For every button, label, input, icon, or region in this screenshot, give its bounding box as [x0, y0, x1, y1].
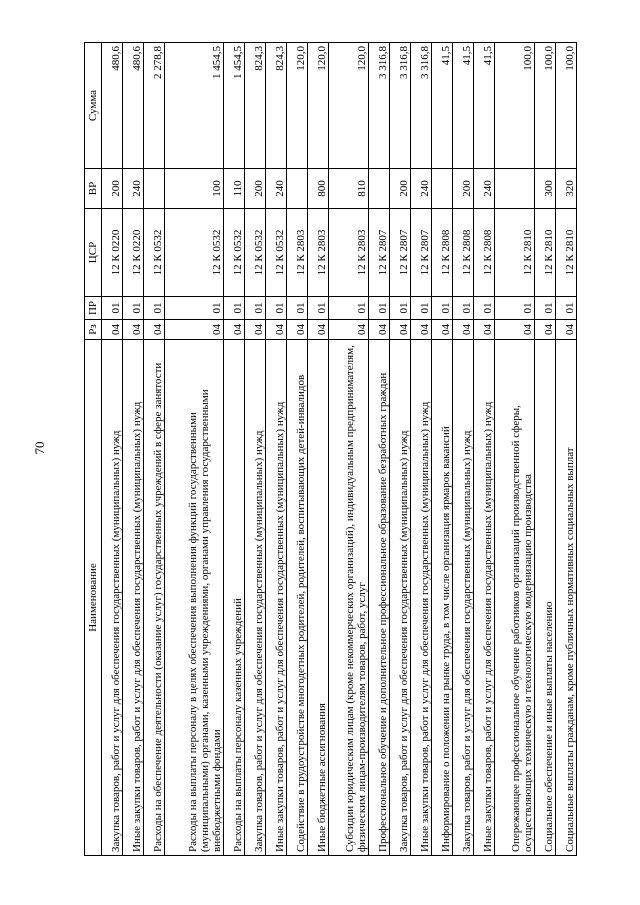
cell-vr: 200 [390, 169, 411, 209]
table-row [287, 43, 308, 856]
cell-name: Закупка товаров, работ и услуг для обеспечения государственных (муниципальных) нужд [102, 340, 123, 856]
cell-pr: 01 [494, 297, 534, 320]
cell-rz: 04 [164, 320, 224, 340]
cell-csr: 12 К 0532 [224, 209, 245, 297]
table-row [390, 43, 411, 856]
cell-sum: 41,5 [473, 43, 494, 169]
cell-rz: 04 [102, 320, 123, 340]
header-rz: Рз [85, 320, 102, 340]
cell-name: Информирование о положении на рынке труда, в том числе организация ярмарок вакансий [431, 340, 452, 856]
table-row [411, 43, 432, 856]
cell-rz: 04 [390, 320, 411, 340]
cell-csr: 12 К 2810 [494, 209, 534, 297]
cell-csr: 12 К 0220 [102, 209, 123, 297]
table-row [473, 43, 494, 856]
cell-name: Расходы на выплаты персоналу казенных учреждений [224, 340, 245, 856]
cell-csr: 12 К 2810 [534, 209, 555, 297]
cell-pr: 01 [143, 297, 164, 320]
cell-rz: 04 [328, 320, 368, 340]
cell-sum: 1 454,5 [224, 43, 245, 169]
cell-sum: 3 316,8 [411, 43, 432, 169]
cell-vr: 240 [411, 169, 432, 209]
cell-rz: 04 [431, 320, 452, 340]
table-row [555, 43, 576, 856]
cell-vr [143, 169, 164, 209]
cell-csr: 12 К 0532 [266, 209, 287, 297]
cell-rz: 04 [143, 320, 164, 340]
cell-name: Иные закупки товаров, работ и услуг для обеспечения государственных (муниципальных) нужд [122, 340, 143, 856]
cell-sum: 3 316,8 [390, 43, 411, 169]
cell-sum: 824,3 [266, 43, 287, 169]
table-row [224, 43, 245, 856]
cell-pr: 01 [164, 297, 224, 320]
cell-name: Иные бюджетные ассигнования [308, 340, 329, 856]
table-row [245, 43, 266, 856]
table-row [452, 43, 473, 856]
cell-pr: 01 [431, 297, 452, 320]
table-row [431, 43, 452, 856]
cell-vr [369, 169, 390, 209]
cell-csr: 12 К 2807 [411, 209, 432, 297]
cell-name: Закупка товаров, работ и услуг для обеспечения государственных (муниципальных) нужд [390, 340, 411, 856]
table-row [143, 43, 164, 856]
table-row [328, 43, 368, 856]
cell-csr: 12 К 2803 [287, 209, 308, 297]
table-row [102, 43, 123, 856]
cell-pr: 01 [473, 297, 494, 320]
cell-pr: 01 [102, 297, 123, 320]
budget-table [84, 42, 577, 856]
cell-sum: 2 278,8 [143, 43, 164, 169]
cell-pr: 01 [308, 297, 329, 320]
table-row [369, 43, 390, 856]
cell-pr: 01 [555, 297, 576, 320]
cell-pr: 01 [390, 297, 411, 320]
cell-csr: 12 К 2803 [308, 209, 329, 297]
cell-vr: 320 [555, 169, 576, 209]
cell-csr: 12 К 0532 [143, 209, 164, 297]
cell-name: Иные закупки товаров, работ и услуг для обеспечения государственных (муниципальных) нужд [473, 340, 494, 856]
cell-sum: 824,3 [245, 43, 266, 169]
cell-rz: 04 [122, 320, 143, 340]
cell-rz: 04 [494, 320, 534, 340]
cell-rz: 04 [534, 320, 555, 340]
cell-pr: 01 [224, 297, 245, 320]
cell-sum: 1 454,5 [164, 43, 224, 169]
cell-rz: 04 [245, 320, 266, 340]
cell-sum: 3 316,8 [369, 43, 390, 169]
cell-pr: 01 [122, 297, 143, 320]
cell-csr: 12 К 0220 [122, 209, 143, 297]
cell-vr: 810 [328, 169, 368, 209]
cell-csr: 12 К 2810 [555, 209, 576, 297]
cell-vr: 300 [534, 169, 555, 209]
cell-sum: 100,0 [555, 43, 576, 169]
cell-rz: 04 [473, 320, 494, 340]
cell-rz: 04 [287, 320, 308, 340]
cell-csr: 12 К 2807 [369, 209, 390, 297]
cell-pr: 01 [534, 297, 555, 320]
cell-name: Социальные выплаты гражданам, кроме публичных нормативных социальных выплат [555, 340, 576, 856]
cell-csr: 12 К 2808 [431, 209, 452, 297]
cell-name: Расходы на выплаты персоналу в целях обеспечения выполнения функций государственными (муниципальными) органами, казенными учреждениями, органами управления государственными внебюджетными фондами [164, 340, 224, 856]
cell-sum: 120,0 [328, 43, 368, 169]
cell-pr: 01 [266, 297, 287, 320]
cell-vr: 240 [266, 169, 287, 209]
table-row [534, 43, 555, 856]
table-row [122, 43, 143, 856]
cell-sum: 480,6 [122, 43, 143, 169]
cell-name: Иные закупки товаров, работ и услуг для обеспечения государственных (муниципальных) нужд [411, 340, 432, 856]
cell-vr: 800 [308, 169, 329, 209]
table-row [266, 43, 287, 856]
cell-sum: 41,5 [452, 43, 473, 169]
page-number: 70 [32, 441, 47, 455]
cell-vr [287, 169, 308, 209]
cell-rz: 04 [452, 320, 473, 340]
cell-csr: 12 К 2803 [328, 209, 368, 297]
cell-rz: 04 [224, 320, 245, 340]
cell-name: Расходы на обеспечение деятельности (оказание услуг) государственных учреждений в сфере занятости [143, 340, 164, 856]
cell-vr [431, 169, 452, 209]
cell-name: Социальное обеспечение и иные выплаты населению [534, 340, 555, 856]
cell-name: Закупка товаров, работ и услуг для обеспечения государственных (муниципальных) нужд [452, 340, 473, 856]
cell-sum: 41,5 [431, 43, 452, 169]
cell-pr: 01 [287, 297, 308, 320]
cell-rz: 04 [308, 320, 329, 340]
cell-pr: 01 [452, 297, 473, 320]
header-vr: ВР [85, 169, 102, 209]
cell-vr: 240 [122, 169, 143, 209]
budget-table-container [84, 43, 577, 856]
table-row [164, 43, 224, 856]
header-csr: ЦСР [85, 209, 102, 297]
cell-rz: 04 [369, 320, 390, 340]
cell-name: Субсидии юридическим лицам (кроме некоммерческих организаций), индивидуальным предпринимателям, физическим лицам-производителям товаров, работ, услуг [328, 340, 368, 856]
cell-sum: 120,0 [287, 43, 308, 169]
cell-pr: 01 [411, 297, 432, 320]
cell-sum: 100,0 [534, 43, 555, 169]
cell-name: Иные закупки товаров, работ и услуг для обеспечения государственных (муниципальных) нужд [266, 340, 287, 856]
cell-pr: 01 [369, 297, 390, 320]
cell-sum: 100,0 [494, 43, 534, 169]
cell-name: Профессиональное обучение и дополнительное профессиональное образование безработных граждан [369, 340, 390, 856]
cell-csr: 12 К 2808 [452, 209, 473, 297]
cell-rz: 04 [555, 320, 576, 340]
header-pr: ПР [85, 297, 102, 320]
cell-rz: 04 [411, 320, 432, 340]
header-name: Наименование [85, 340, 102, 856]
cell-name: Содействие в трудоустройстве многодетных родителей, родителей, воспитывающих детей-инвалидов [287, 340, 308, 856]
cell-vr: 200 [245, 169, 266, 209]
header-sum: Сумма [85, 43, 102, 169]
cell-vr: 110 [224, 169, 245, 209]
cell-pr: 01 [328, 297, 368, 320]
table-row [308, 43, 329, 856]
cell-vr: 200 [102, 169, 123, 209]
cell-vr: 240 [473, 169, 494, 209]
cell-pr: 01 [245, 297, 266, 320]
cell-name: Опережающее профессиональное обучение работников организаций производственной сферы, осуществляющих техническую и технологическую модернизацию производства [494, 340, 534, 856]
cell-csr: 12 К 2808 [473, 209, 494, 297]
table-header-row [85, 43, 102, 856]
cell-sum: 120,0 [308, 43, 329, 169]
cell-csr: 12 К 0532 [245, 209, 266, 297]
cell-vr: 200 [452, 169, 473, 209]
cell-name: Закупка товаров, работ и услуг для обеспечения государственных (муниципальных) нужд [245, 340, 266, 856]
cell-vr [494, 169, 534, 209]
cell-rz: 04 [266, 320, 287, 340]
table-row [494, 43, 534, 856]
cell-csr: 12 К 0532 [164, 209, 224, 297]
cell-sum: 480,6 [102, 43, 123, 169]
cell-csr: 12 К 2807 [390, 209, 411, 297]
cell-vr: 100 [164, 169, 224, 209]
